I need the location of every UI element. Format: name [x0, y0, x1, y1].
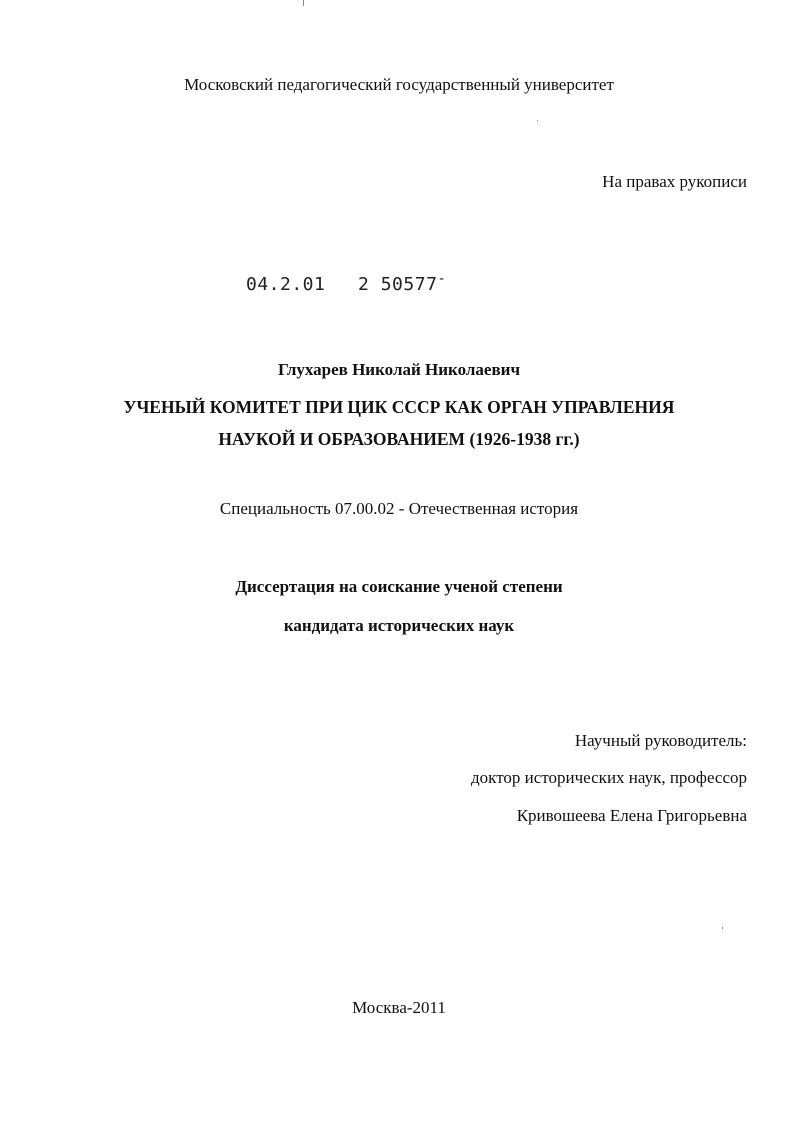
scan-speck	[303, 0, 304, 6]
author-name: Глухарев Николай Николаевич	[277, 360, 521, 379]
university-name: Московский педагогический государственный университет	[184, 75, 614, 94]
manuscript-note: На правах рукописи	[602, 172, 747, 191]
city-year: Москва-2011	[352, 998, 446, 1017]
stamp-date-code: 04.2.01	[246, 274, 326, 295]
supervisor-name: Кривошеева Елена Григорьевна	[516, 806, 747, 825]
supervisor-credentials: доктор исторических наук, профессор	[471, 768, 747, 787]
stamp-number: 2 50577	[358, 274, 438, 295]
specialty-line: Специальность 07.00.02 - Отечественная история	[219, 499, 579, 518]
scan-speck	[722, 927, 723, 929]
degree-line-1: Диссертация на соискание ученой степени	[235, 577, 563, 596]
registration-stamp	[246, 271, 447, 297]
stamp-mark: -	[437, 271, 447, 287]
supervisor-label: Научный руководитель:	[574, 731, 747, 750]
thesis-title-line-1: УЧЕНЫЙ КОМИТЕТ ПРИ ЦИК СССР КАК ОРГАН УПРАВЛЕНИЯ	[123, 397, 675, 417]
thesis-title-line-2: НАУКОЙ И ОБРАЗОВАНИЕМ (1926-1938 гг.)	[218, 429, 580, 449]
degree-line-2: кандидата исторических наук	[283, 616, 515, 635]
scan-speck	[537, 120, 538, 121]
